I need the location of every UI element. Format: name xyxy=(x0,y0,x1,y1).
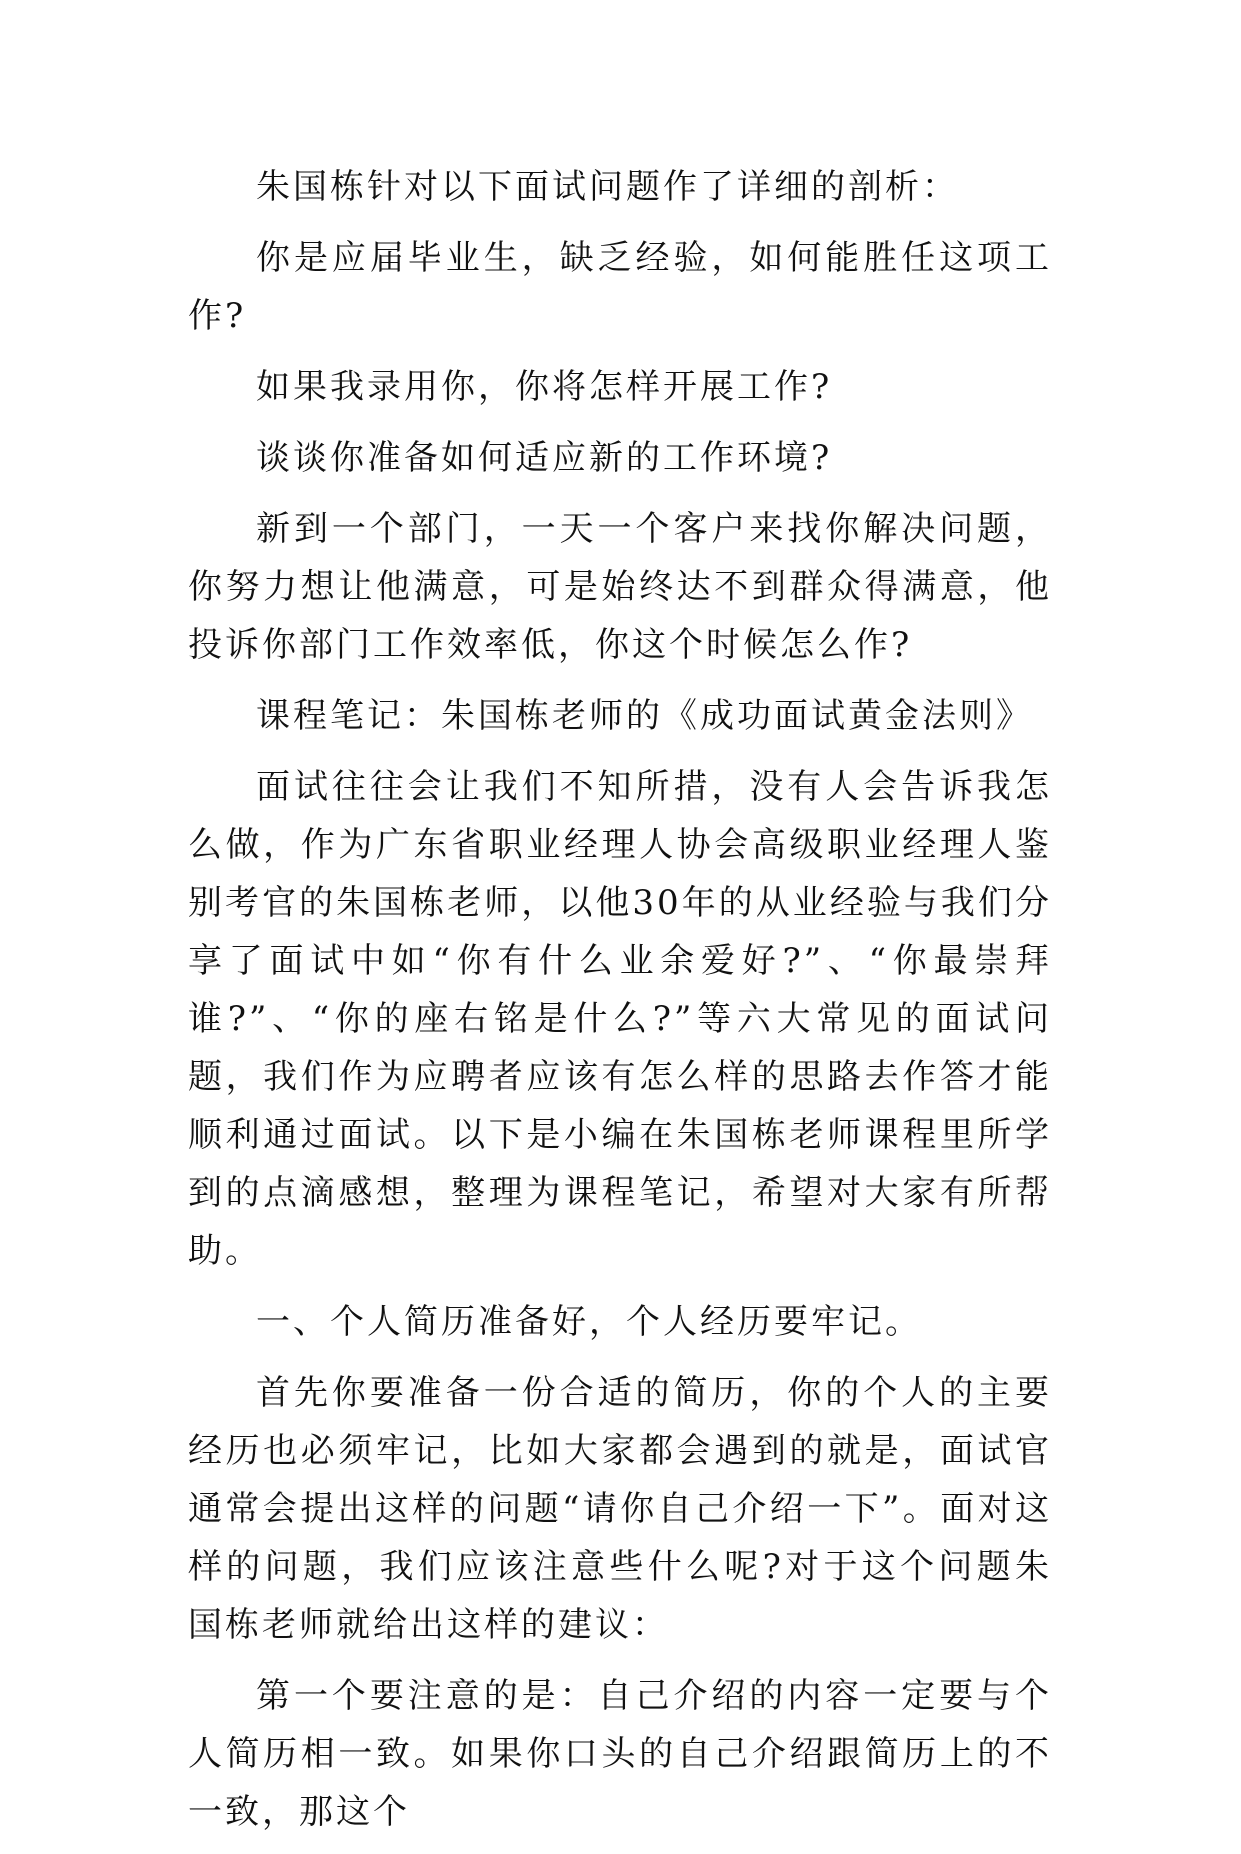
paragraph-course-intro: 面试往往会让我们不知所措，没有人会告诉我怎么做，作为广东省职业经理人协会高级职业经理人鉴别考官的朱国栋老师，以他30年的从业经验与我们分享了面试中如“你有什么业余爱好?”、“你最崇拜谁?”、“你的座右铭是什么?”等六大常见的面试问题，我们作为应聘者应该有怎么样的思路去作答才能顺利通过面试。以下是小编在朱国栋老师课程里所学到的点滴感想，整理为课程笔记，希望对大家有所帮助。 xyxy=(188,767,1052,1271)
paragraph-section-heading-1: 一、个人简历准备好，个人经历要牢记。 xyxy=(256,1302,922,1342)
paragraph-question-customer: 新到一个部门，一天一个客户来找你解决问题，你努力想让他满意，可是始终达不到群众得满意，他投诉你部门工作效率低，你这个时候怎么作? xyxy=(188,509,1052,665)
document-body xyxy=(188,158,1052,1854)
paragraph-analysis-intro: 朱国栋针对以下面试问题作了详细的剖析： xyxy=(256,167,959,207)
paragraph-question-hire: 如果我录用你，你将怎样开展工作? xyxy=(256,367,833,407)
paragraph-resume-advice: 首先你要准备一份合适的简历，你的个人的主要经历也必须牢记，比如大家都会遇到的就是，面试官通常会提出这样的问题“请你自己介绍一下”。面对这样的问题，我们应该注意些什么呢?对于这个问题朱国栋老师就给出这样的建议： xyxy=(188,1373,1052,1645)
paragraph-question-adapt: 谈谈你准备如何适应新的工作环境? xyxy=(256,438,833,478)
paragraph-course-notes-title: 课程笔记：朱国栋老师的《成功面试黄金法则》 xyxy=(256,696,1033,736)
paragraph-question-graduate: 你是应届毕业生，缺乏经验，如何能胜任这项工作? xyxy=(188,238,1052,336)
paragraph-first-point: 第一个要注意的是：自己介绍的内容一定要与个人简历相一致。如果你口头的自己介绍跟简历上的不一致，那这个 xyxy=(188,1676,1052,1832)
